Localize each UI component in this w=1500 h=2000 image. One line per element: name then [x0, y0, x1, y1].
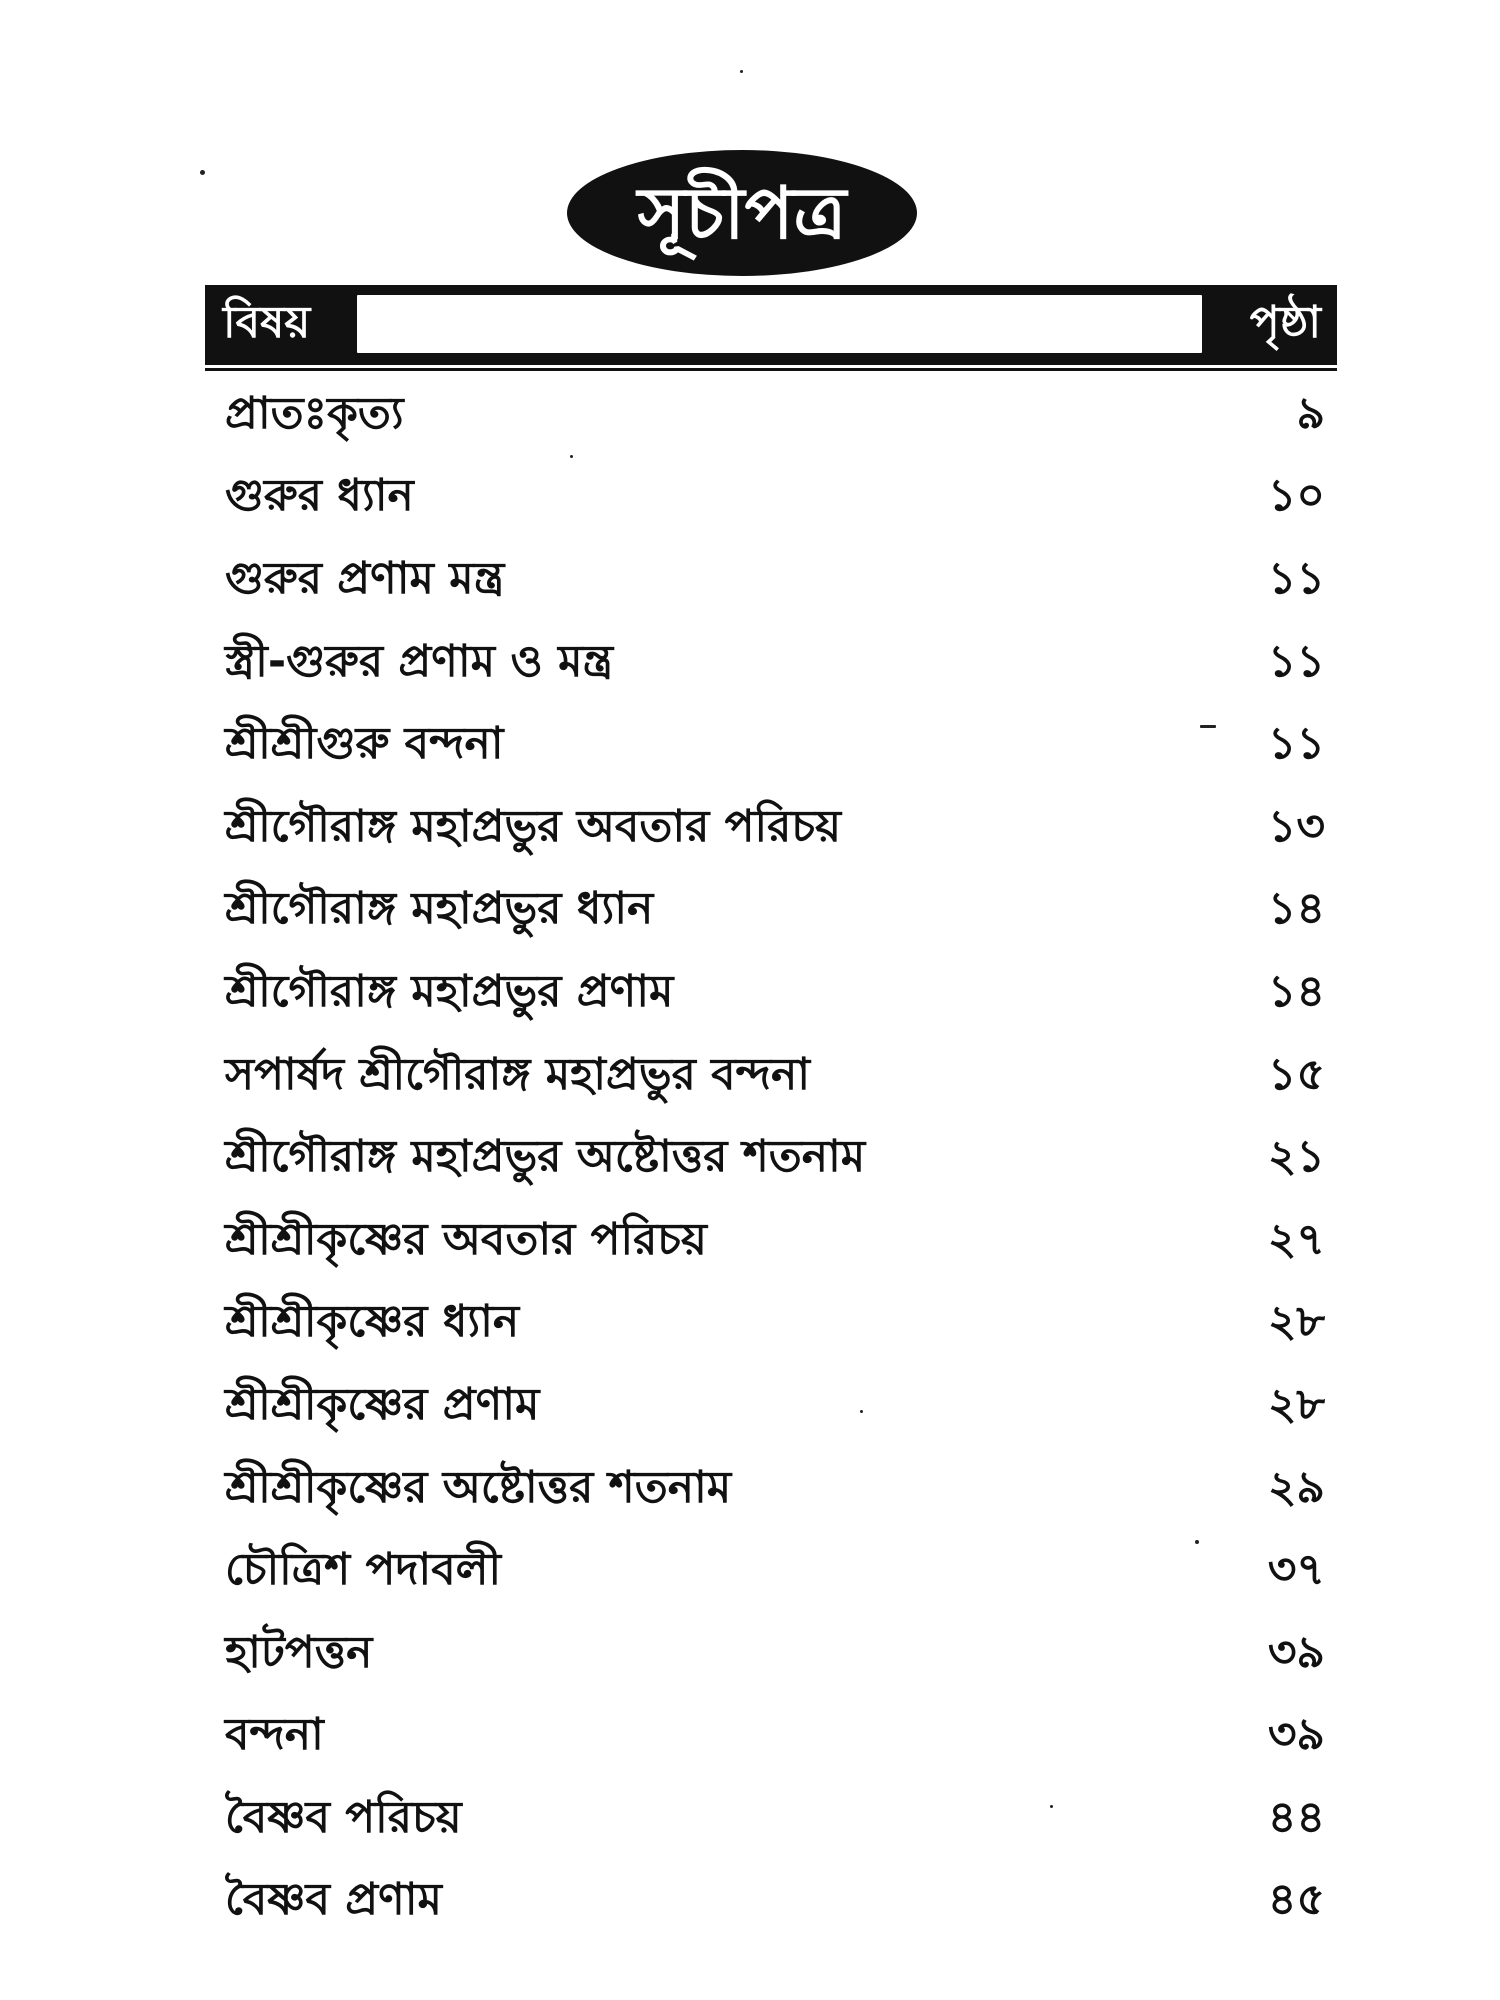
toc-entry-title: শ্রীগৌরাঙ্গ মহাপ্রভুর অবতার পরিচয় [225, 800, 842, 852]
toc-entry-title: শ্রীশ্রীকৃষ্ণের প্রণাম [225, 1378, 540, 1430]
header-blank-box [355, 293, 1204, 355]
toc-entry-page: ৩৯ [1267, 1709, 1325, 1761]
toc-entry [225, 1779, 1325, 1862]
toc-entry-title: বৈষ্ণব পরিচয় [225, 1791, 462, 1843]
toc-entry-page: ৩৯ [1267, 1626, 1325, 1678]
scan-speck [860, 1410, 863, 1413]
toc-entry-page: ৪৫ [1267, 1874, 1325, 1926]
toc-entry [225, 1284, 1325, 1367]
toc-entry-title: গুরুর প্রণাম মন্ত্র [225, 552, 505, 604]
toc-entry [225, 871, 1325, 954]
page-title: সূচীপত্র [637, 171, 847, 255]
subject-column-label: বিষয় [223, 296, 311, 348]
toc-entry-title: শ্রীগৌরাঙ্গ মহাপ্রভুর ধ্যান [225, 883, 654, 935]
toc-entry-page: ১১ [1267, 718, 1325, 770]
scan-speck [570, 455, 573, 458]
toc-entry-page: ৯ [1296, 387, 1325, 439]
scan-speck [1200, 725, 1216, 728]
toc-header [205, 285, 1337, 365]
toc-entry-page: ১১ [1267, 635, 1325, 687]
toc-entry-page: ১৪ [1267, 883, 1325, 935]
toc-entry-page: ২৭ [1267, 1213, 1325, 1265]
toc-entry-title: বন্দনা [225, 1709, 324, 1761]
toc-entry-title: প্রাতঃকৃত্য [225, 387, 404, 439]
toc-list [225, 375, 1325, 1944]
toc-entry-page: ২৮ [1267, 1296, 1325, 1348]
page-column-label: পৃষ্ঠা [1249, 296, 1321, 348]
toc-entry-title: শ্রীশ্রীগুরু বন্দনা [225, 718, 504, 770]
toc-entry [225, 1862, 1325, 1945]
toc-entry-title: চৌত্রিশ পদাবলী [225, 1544, 502, 1596]
toc-entry-title: শ্রীশ্রীকৃষ্ণের ধ্যান [225, 1296, 520, 1348]
toc-entry-title: শ্রীগৌরাঙ্গ মহাপ্রভুর প্রণাম [225, 965, 674, 1017]
page-title-badge [567, 150, 917, 276]
toc-entry-page: ১৩ [1267, 800, 1325, 852]
toc-entry-title: শ্রীগৌরাঙ্গ মহাপ্রভুর অষ্টোত্তর শতনাম [225, 1131, 866, 1183]
scan-speck [1195, 1540, 1199, 1544]
toc-entry-page: ২৯ [1267, 1461, 1325, 1513]
toc-entry-page: ৪৪ [1267, 1791, 1325, 1843]
toc-entry-title: স্ত্রী-গুরুর প্রণাম ও মন্ত্র [225, 635, 614, 687]
toc-entry [225, 540, 1325, 623]
toc-entry [225, 1697, 1325, 1780]
toc-entry-title: শ্রীশ্রীকৃষ্ণের অবতার পরিচয় [225, 1213, 707, 1265]
toc-entry [225, 1036, 1325, 1119]
toc-entry-title: শ্রীশ্রীকৃষ্ণের অষ্টোত্তর শতনাম [225, 1461, 732, 1513]
toc-entry [225, 623, 1325, 706]
toc-entry-page: ২৮ [1267, 1378, 1325, 1430]
toc-entry-title: বৈষ্ণব প্রণাম [225, 1874, 442, 1926]
toc-entry [225, 458, 1325, 541]
toc-entry [225, 375, 1325, 458]
scan-speck [1050, 1805, 1053, 1808]
toc-entry [225, 1531, 1325, 1614]
toc-entry-title: গুরুর ধ্যান [225, 470, 414, 522]
toc-entry [225, 1449, 1325, 1532]
toc-entry [225, 1201, 1325, 1284]
scan-speck [200, 170, 205, 175]
toc-entry-page: ২১ [1267, 1131, 1325, 1183]
toc-entry-page: ১৪ [1267, 965, 1325, 1017]
toc-entry [225, 1366, 1325, 1449]
toc-entry-title: হাটপত্তন [225, 1626, 373, 1678]
header-divider [205, 368, 1337, 371]
toc-entry-page: ১১ [1267, 552, 1325, 604]
toc-entry [225, 1118, 1325, 1201]
toc-entry [225, 705, 1325, 788]
toc-entry-title: সপার্ষদ শ্রীগৌরাঙ্গ মহাপ্রভুর বন্দনা [225, 1048, 810, 1100]
toc-entry-page: ১০ [1267, 470, 1325, 522]
toc-entry-page: ১৫ [1267, 1048, 1325, 1100]
toc-entry [225, 788, 1325, 871]
toc-entry [225, 1614, 1325, 1697]
toc-entry [225, 953, 1325, 1036]
scan-speck [740, 70, 743, 73]
toc-entry-page: ৩৭ [1267, 1544, 1325, 1596]
